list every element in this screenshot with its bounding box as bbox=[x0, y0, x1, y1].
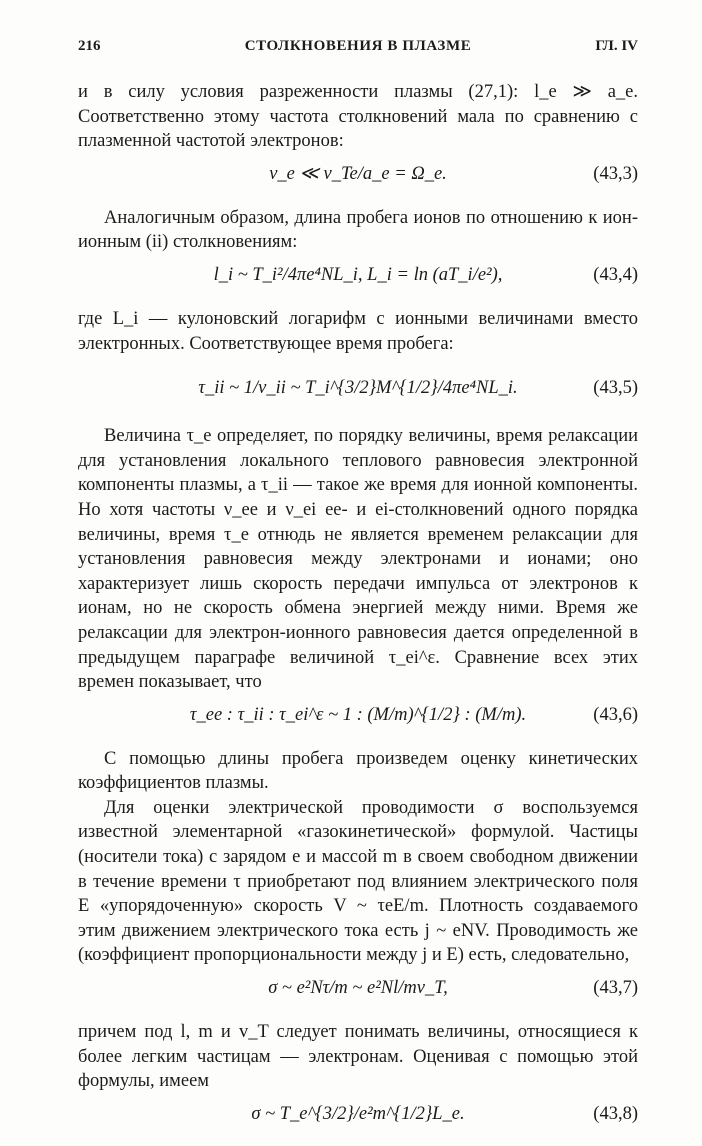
equation-43-8 bbox=[78, 1102, 638, 1138]
equation-formula: ν_e ≪ v_Te/a_e = Ω_e. bbox=[269, 163, 447, 184]
running-title: СТОЛКНОВЕНИЯ В ПЛАЗМЕ bbox=[244, 38, 472, 54]
equation-number: (43,4) bbox=[593, 264, 638, 285]
equation-formula: l_i ~ T_i²/4πe⁴NL_i, L_i = ln (aT_i/e²), bbox=[213, 264, 503, 285]
equation-formula: τ_ii ~ 1/ν_ii ~ T_i^{3/2}M^{1/2}/4πe⁴NL_i. bbox=[198, 378, 518, 399]
equation-43-3 bbox=[78, 162, 638, 198]
page-body bbox=[78, 80, 638, 1146]
page-header bbox=[78, 38, 638, 64]
equation-number: (43,3) bbox=[593, 163, 638, 184]
equation-formula: σ ~ e²Nτ/m ~ e²Nl/mv_T, bbox=[268, 978, 448, 999]
equation-number: (43,5) bbox=[593, 378, 638, 399]
equation-formula: τ_ee : τ_ii : τ_ei^ε ~ 1 : (M/m)^{1/2} : (M/m). bbox=[189, 704, 527, 725]
equation-number: (43,8) bbox=[593, 1103, 638, 1124]
equation-number: (43,7) bbox=[593, 978, 638, 999]
paragraph-3: где L_i — кулоновский логарифм с ионными величинами вместо электронных. Соответствующее время пробега: bbox=[78, 308, 638, 354]
equation-number: (43,6) bbox=[593, 704, 638, 725]
page-number: 216 bbox=[78, 38, 101, 54]
paragraph-1: и в силу условия разреженности плазмы (27,1): l_e ≫ a_e. Соответственно этому частота столкновений мала по сравнению с плазменной частотой электронов: bbox=[78, 82, 638, 152]
chapter-label: ГЛ. IV bbox=[595, 38, 638, 54]
paragraph-4: Величина τ_e определяет, по порядку величины, время релаксации для установления локального теплового равновесия электронной компоненты плазмы, а τ_ii — такое же время для ионной компоненты. Но хотя частоты ν_ee и ν_ei ee- и ei-столкновений одного порядка величины, время τ_e отнюдь не является временем релаксации для установления равновесия между электронами и ионами; оно характеризует лишь скорость передачи импульса от электронов к ионам, но не скорость обмена энергией между ними. Время же релаксации для электрон-ионного равновесия дается определенной в предыдущем параграфе величиной τ_ei^ε. Сравнение всех этих времен показывает, что bbox=[78, 426, 638, 693]
paragraph-7: причем под l, m и v_T следует понимать величины, относящиеся к более легким частицам — электронам. Оценивая с помощью этой формулы, имеем bbox=[78, 1022, 638, 1092]
equation-formula: σ ~ T_e^{3/2}/e²m^{1/2}L_e. bbox=[251, 1103, 465, 1124]
equation-43-6 bbox=[78, 703, 638, 739]
paragraph-6: Для оценки электрической проводимости σ воспользуемся известной элементарной «газокинетической» формулой. Частицы (носители тока) с зарядом e и массой m в своем свободном движении в течение времени τ приобретают под влиянием электрического поля E «упорядоченную» скорость V ~ τeE/m. Плотность создаваемого этим движением электрического тока есть j ~ eNV. Проводимость же (коэффициент пропорциональности между j и E) есть, следовательно, bbox=[78, 797, 638, 966]
equation-43-5 bbox=[78, 364, 638, 416]
paragraph-2: Аналогичным образом, длина пробега ионов по отношению к ион-ионным (ii) столкновениям: bbox=[78, 207, 638, 253]
paragraph-5: С помощью длины пробега произведем оценку кинетических коэффициентов плазмы. bbox=[78, 748, 638, 794]
equation-43-4 bbox=[78, 263, 638, 299]
equation-43-7 bbox=[78, 976, 638, 1012]
